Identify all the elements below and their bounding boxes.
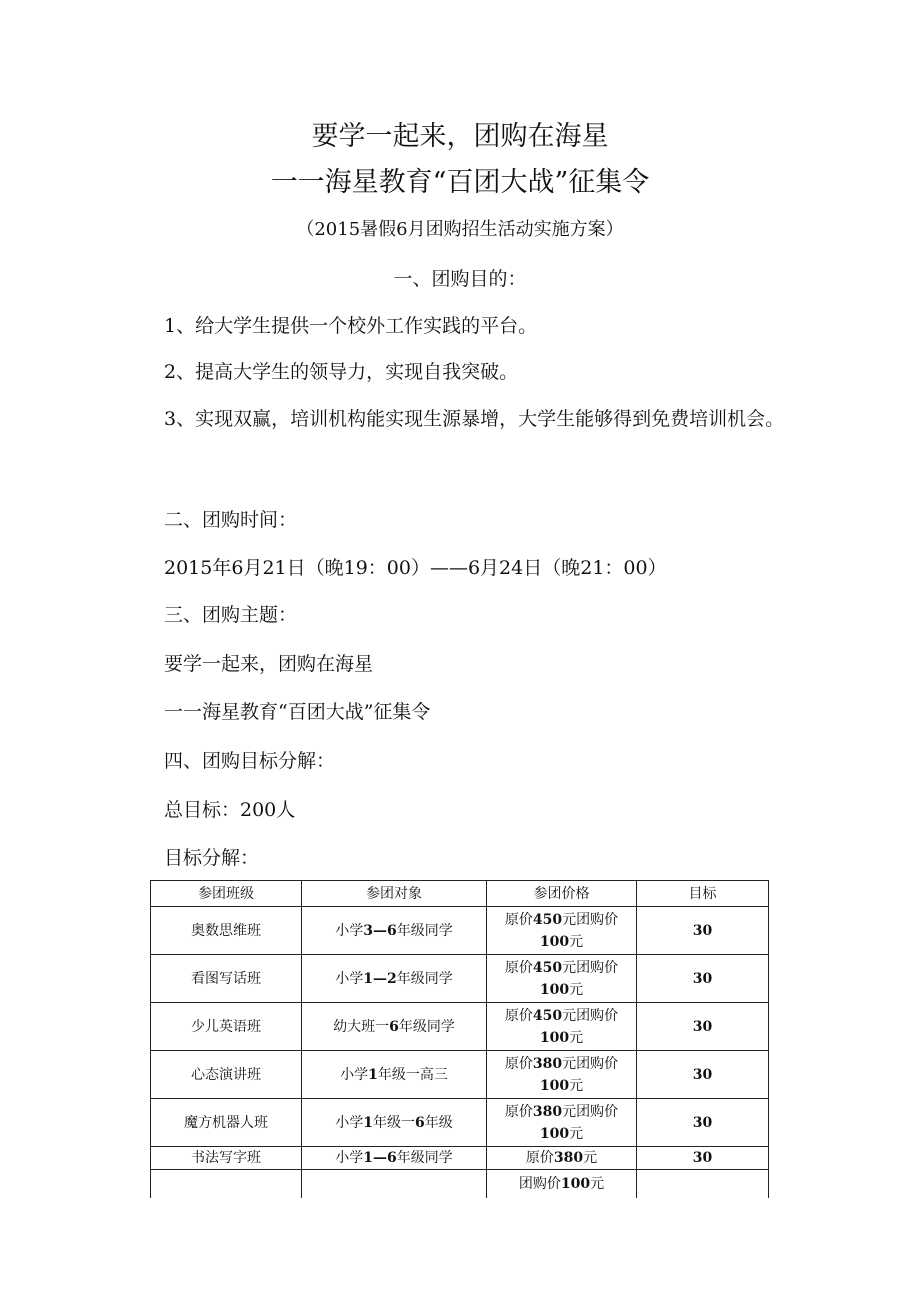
table-row: [151, 907, 769, 955]
section1-item-3: 3、实现双赢，培训机构能实现生源暴增，大学生能够得到免费培训机会。: [164, 408, 785, 430]
section1-item-1: 1、给大学生提供一个校外工作实践的平台。: [164, 315, 538, 337]
breakdown-label: 目标分解：: [164, 847, 260, 869]
price: 原价450元团购价 100元: [487, 907, 637, 955]
section4-heading: 四、团购目标分解：: [164, 750, 336, 772]
table-row-continued: [151, 1170, 769, 1199]
empty-cell: [302, 1170, 487, 1199]
goal-value: 30: [637, 907, 769, 955]
section1-item-2: 2、提高大学生的领导力，实现自我突破。: [164, 361, 519, 383]
document-title: 要学一起来，团购在海星: [311, 121, 609, 152]
price: 原价450元团购价 100元: [487, 955, 637, 1003]
class-name: 心态演讲班: [151, 1051, 302, 1099]
header-target-group: 参团对象: [302, 881, 487, 907]
table-row: [151, 1003, 769, 1051]
section2-time: 2015年6月21日（晚19：00）——6月24日（晚21：00）: [164, 557, 667, 579]
document-subtitle-heading: 一一海星教育“百团大战”征集令: [270, 167, 650, 198]
goal-value: 30: [637, 1003, 769, 1051]
table-row: [151, 1147, 769, 1170]
goal-value: 30: [637, 1051, 769, 1099]
goal-value: 30: [637, 1099, 769, 1147]
class-name: 书法写字班: [151, 1147, 302, 1170]
target-group: 小学1年级一6年级: [302, 1099, 487, 1147]
price: 原价450元团购价 100元: [487, 1003, 637, 1051]
table-header-row: [151, 881, 769, 907]
price: 原价380元: [487, 1147, 637, 1170]
empty-cell: [151, 1170, 302, 1199]
section3-theme-line2: 一一海星教育“百团大战”征集令: [164, 701, 431, 723]
section3-heading: 三、团购主题：: [164, 604, 298, 626]
target-group: 小学3—6年级同学: [302, 907, 487, 955]
price: 原价380元团购价 100元: [487, 1051, 637, 1099]
total-goal: 总目标：200人: [164, 799, 296, 821]
header-class: 参团班级: [151, 881, 302, 907]
class-name: 魔方机器人班: [151, 1099, 302, 1147]
price: 原价380元团购价 100元: [487, 1099, 637, 1147]
target-group: 小学1—2年级同学: [302, 955, 487, 1003]
target-group: 幼大班一6年级同学: [302, 1003, 487, 1051]
table-row: [151, 1099, 769, 1147]
header-goal: 目标: [637, 881, 769, 907]
target-group: 小学1—6年级同学: [302, 1147, 487, 1170]
price-continued: 团购价100元: [487, 1170, 637, 1199]
plan-subtitle: （2015暑假6月团购招生活动实施方案）: [296, 219, 624, 240]
class-name: 看图写话班: [151, 955, 302, 1003]
target-group: 小学1年级一高三: [302, 1051, 487, 1099]
class-name: 少儿英语班: [151, 1003, 302, 1051]
section1-heading: 一、团购目的：: [393, 268, 527, 290]
goal-breakdown-table: [150, 880, 769, 1198]
empty-cell: [637, 1170, 769, 1199]
goal-value: 30: [637, 1147, 769, 1170]
section2-heading: 二、团购时间：: [164, 509, 298, 531]
header-price: 参团价格: [487, 881, 637, 907]
table-row: [151, 1051, 769, 1099]
section3-theme-line1: 要学一起来，团购在海星: [164, 653, 374, 675]
goal-value: 30: [637, 955, 769, 1003]
table-row: [151, 955, 769, 1003]
class-name: 奥数思维班: [151, 907, 302, 955]
